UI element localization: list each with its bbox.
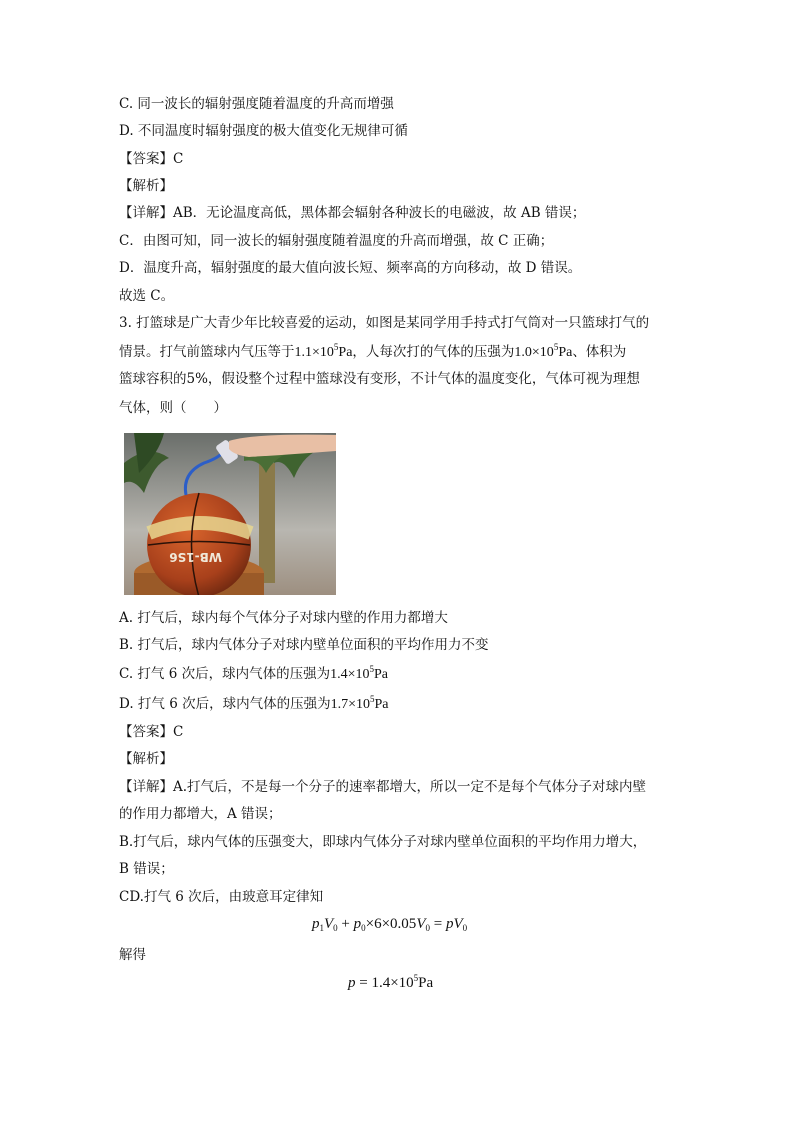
- q3-detail-cd: CD.打气 6 次后，由玻意耳定律知: [119, 889, 324, 905]
- basketball-photo: [124, 433, 336, 595]
- basketball-brand: WB-1S6: [169, 550, 222, 564]
- q3-detail-b1: B.打气后，球内气体的压强变大，即球内气体分子对球内壁单位面积的平均作用力增大，: [119, 834, 647, 850]
- q3-analysis-label: 【解析】: [119, 751, 173, 767]
- q2-analysis-label: 【解析】: [119, 178, 173, 194]
- q3-stem-line3: 篮球容积的5%，假设整个过程中篮球没有变形，不计气体的温度变化，气体可视为理想: [119, 371, 640, 387]
- q3-option-d: D. 打气 6 次后，球内气体的压强为$1.7\times 10^5Pa$: [119, 694, 389, 712]
- q3-answer: 【答案】C: [119, 724, 184, 740]
- q3-detail-b2: B 错误；: [119, 861, 174, 877]
- q3-stem-line2: [119, 343, 626, 362]
- q2-detail-ab: 【详解】AB．无论温度高低，黑体都会辐射各种波长的电磁波，故 AB 错误；: [119, 205, 586, 221]
- q3-stem-line1: 3. 打篮球是广大青少年比较喜爱的运动，如图是某同学用手持式打气筒对一只篮球打气的: [119, 315, 650, 331]
- q2-option-c: C. 同一波长的辐射强度随着温度的升高而增强: [119, 96, 394, 112]
- q3-option-c: C. 打气 6 次后，球内气体的压强为$1.4\times 10^5Pa$: [119, 664, 389, 682]
- q3-solve-label: 解得: [119, 947, 146, 963]
- q3-option-b: B. 打气后，球内气体分子对球内壁单位面积的平均作用力不变: [119, 637, 489, 653]
- q2-option-d: D. 不同温度时辐射强度的极大值变化无规律可循: [119, 123, 408, 139]
- q3-p0-value: $1.1\times 10^5Pa$: [294, 342, 353, 360]
- q3-stem-text-a: 情景。打气前篮球内气压等于: [119, 344, 295, 360]
- q2-conclusion: 故选 C。: [119, 288, 175, 304]
- result-equation: $p = 1.4\times 10^5Pa$: [348, 973, 434, 991]
- q2-detail-c: C．由图可知，同一波长的辐射强度随着温度的升高而增强，故 C 正确；: [119, 233, 554, 249]
- q3-stem-line4: 气体，则（ ）: [119, 400, 227, 416]
- q3-detail-a2: 的作用力都增大，A 错误；: [119, 806, 282, 822]
- q2-detail-d: D．温度升高，辐射强度的最大值向波长短、频率高的方向移动，故 D 错误。: [119, 260, 582, 276]
- q3-stem-text-c: 、体积为: [572, 344, 627, 360]
- boyle-law-equation: $p_1V_0 + p_0\times 6\times 0.05V_0 = pV_0$: [312, 916, 468, 933]
- q3-option-a: A. 打气后，球内每个气体分子对球内壁的作用力都增大: [119, 610, 448, 626]
- q3-pair-value: $1.0\times 10^5Pa$: [514, 342, 573, 360]
- q2-answer: 【答案】C: [119, 151, 184, 167]
- q3-stem-text-b: ，人每次打的气体的压强为: [352, 344, 515, 360]
- q3-detail-a1: 【详解】A.打气后，不是每一个分子的速率都增大，所以一定不是每个气体分子对球内壁: [119, 779, 647, 795]
